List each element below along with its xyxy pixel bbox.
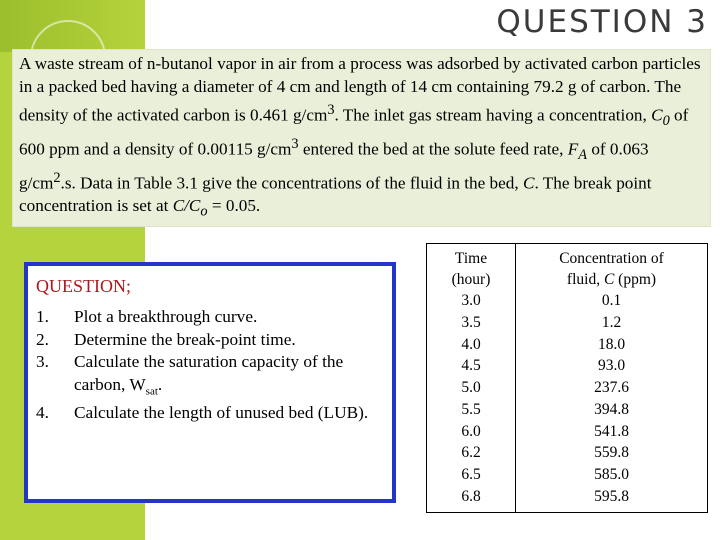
time-cell: 6.2 (427, 442, 516, 464)
concentration-cell: 93.0 (516, 355, 708, 377)
concentration-cell: 541.8 (516, 421, 708, 443)
table-row (427, 377, 708, 399)
concentration-cell: 18.0 (516, 334, 708, 356)
time-cell: 3.0 (427, 290, 516, 312)
concentration-data-table (426, 243, 708, 513)
list-item: 4. Calculate the length of unused bed (LUB). (36, 403, 369, 423)
concentration-cell: 0.1 (516, 290, 708, 312)
list-item: 3. Calculate the saturation capacity of the carbon, $W_{sat}$. (36, 352, 344, 397)
concentration-cell: 237.6 (516, 377, 708, 399)
time-cell: 3.5 (427, 312, 516, 334)
concentration-cell: 585.0 (516, 464, 708, 486)
slide-title: QUESTION 3 (496, 4, 708, 40)
table-row (427, 421, 708, 443)
time-cell: 5.0 (427, 377, 516, 399)
list-item: 1. Plot a breakthrough curve. (36, 307, 258, 326)
concentration-cell: 394.8 (516, 399, 708, 421)
table-row (427, 355, 708, 377)
table-row (427, 442, 708, 464)
time-column-header: Time (hour) (427, 244, 516, 291)
table-row (427, 290, 708, 312)
table-row (427, 334, 708, 356)
time-cell: 6.0 (427, 421, 516, 443)
table-row (427, 464, 708, 486)
time-cell: 6.8 (427, 486, 516, 512)
concentration-column-header: Concentration of fluid, C (ppm) (516, 244, 708, 291)
concentration-cell: 559.8 (516, 442, 708, 464)
table-row (427, 486, 708, 512)
list-item: 2. Determine the break-point time. (36, 329, 296, 349)
time-cell: 5.5 (427, 399, 516, 421)
time-cell: 4.0 (427, 334, 516, 356)
time-cell: 4.5 (427, 355, 516, 377)
concentration-cell: 595.8 (516, 486, 708, 512)
problem-statement: A waste stream of n-butanol vapor in air from a process was adsorbed by activated carbon particles in a packed bed having a diameter of 4 cm and length of 14 cm containing 79.2 g of carbon. The density of the activated carbon is 0.461 $g/cm^3$. The inlet gas stream having a concentration, $C_0$ of 600 ppm and a density of 0.00115 $g/cm^3$ entered the bed at the solute feed rate, $F_A$ of 0.063 $g/cm^2.s$. Data in Table 3.1 give the concentrations of the fluid in the bed, C. The break point concentration is set at $C/C_o = 0.05$. (19, 54, 701, 220)
table-row (427, 312, 708, 334)
concentration-cell: 1.2 (516, 312, 708, 334)
question-list (36, 306, 376, 425)
time-cell: 6.5 (427, 464, 516, 486)
table-row (427, 399, 708, 421)
question-header: QUESTION; (36, 276, 131, 296)
table-header-row (427, 244, 708, 291)
